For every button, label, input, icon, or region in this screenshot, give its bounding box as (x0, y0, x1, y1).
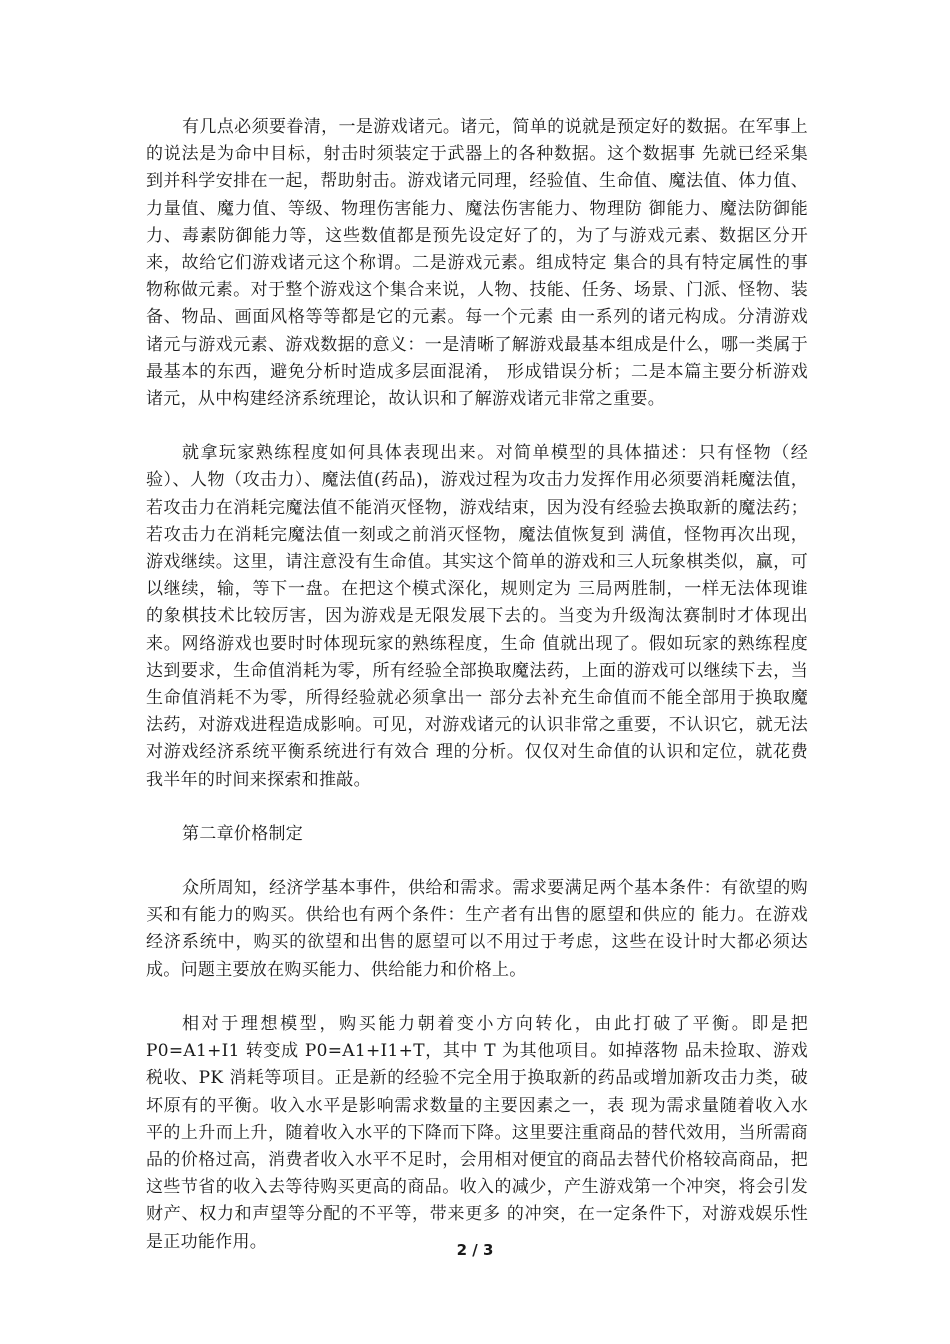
paragraph-game-parameters: 有几点必须要眷清，一是游戏诸元。诸元，简单的说就是预定好的数据。在军事上的说法是为命中目标，射击时须装定于武器上的各种数据。这个数据事 先就已经采集到并科学安排在一起，帮助射击。游戏诸元同理，经验值、生命值、魔法值、体力值、力量值、魔力值、等级、物理伤害能力、魔法伤害能力、物理防 御能力、魔法防御能力、毒素防御能力等，这些数值都是预先设定好了的，为了与游戏元素、数据区分开来，故给它们游戏诸元这个称谓。二是游戏元素。组成特定 集合的具有特定属性的事物称做元素。对于整个游戏这个集合来说，人物、技能、任务、场景、门派、怪物、装备、物品、画面风格等等都是它的元素。每一个元素 由一系列的诸元构成。分清游戏诸元与游戏元素、游戏数据的意义：一是清晰了解游戏最基本组成是什么，哪一类属于最基本的东西，避免分析时造成多层面混淆， 形成错误分析；二是本篇主要分析游戏诸元，从中构建经济系统理论，故认识和了解游戏诸元非常之重要。 (146, 117, 808, 410)
document-body (146, 114, 808, 1256)
paragraph-purchasing-power: 相对于理想模型，购买能力朝着变小方向转化，由此打破了平衡。即是把P0=A1+I1 转变成 P0=A1+I1+T，其中 T 为其他项目。如掉落物 品未捡取、游戏税收、PK 消耗等项目。正是新的经验不完全用于换取新的药品或增加新攻击力类，破坏原有的平衡。收入水平是影响需求数量的主要因素之一，表 现为需求量随着收入水平的上升而上升，随着收入水平的下降而下降。这里要注重商品的替代效用，当所需商品的价格过高，消费者收入水平不足时，会用相对便宜的商品去替代价格较高商品，把这些节省的收入去等待购买更高的商品。收入的减少，产生游戏第一个冲突，将会引发财产、权力和声望等分配的不平等，带来更多 的冲突，在一定条件下，对游戏娱乐性是正功能作用。 (146, 1013, 808, 1252)
paragraph-supply-demand: 众所周知，经济学基本事件，供给和需求。需求要满足两个基本条件：有欲望的购买和有能力的购买。供给也有两个条件：生产者有出售的愿望和供应的 能力。在游戏经济系统中，购买的欲望和出售的愿望可以不用过于考虑，这些在设计时大都必须达成。问题主要放在购买能力、供给能力和价格上。 (146, 878, 808, 980)
chapter-heading: 第二章价格制定 (182, 823, 304, 844)
paragraph-player-proficiency: 就拿玩家熟练程度如何具体表现出来。对简单模型的具体描述：只有怪物（经验）、人物（攻击力）、魔法值(药品)，游戏过程为攻击力发挥作用必须要消耗魔法值，若攻击力在消耗完魔法值不能消灭怪物，游戏结束，因为没有经验去换取新的魔法药；若攻击力在消耗完魔法值一刻或之前消灭怪物，魔法值恢复到 满值，怪物再次出现，游戏继续。这里，请注意没有生命值。其实这个简单的游戏和三人玩象棋类似，赢，可以继续，输，等下一盘。在把这个模式深化，规则定为 三局两胜制，一样无法体现谁的象棋技术比较厉害，因为游戏是无限发展下去的。当变为升级淘汰赛制时才体现出来。网络游戏也要时时体现玩家的熟练程度，生命 值就出现了。假如玩家的熟练程度达到要求，生命值消耗为零，所有经验全部换取魔法药，上面的游戏可以继续下去，当生命值消耗不为零，所得经验就必须拿出一 部分去补充生命值而不能全部用于换取魔法药，对游戏进程造成影响。可见，对游戏诸元的认识非常之重要，不认识它，就无法对游戏经济系统平衡系统进行有效合 理的分析。仅仅对生命值的认识和定位，就花费我半年的时间来探索和推敲。 (146, 443, 808, 790)
page-number: 2 / 3 (456, 1241, 494, 1259)
